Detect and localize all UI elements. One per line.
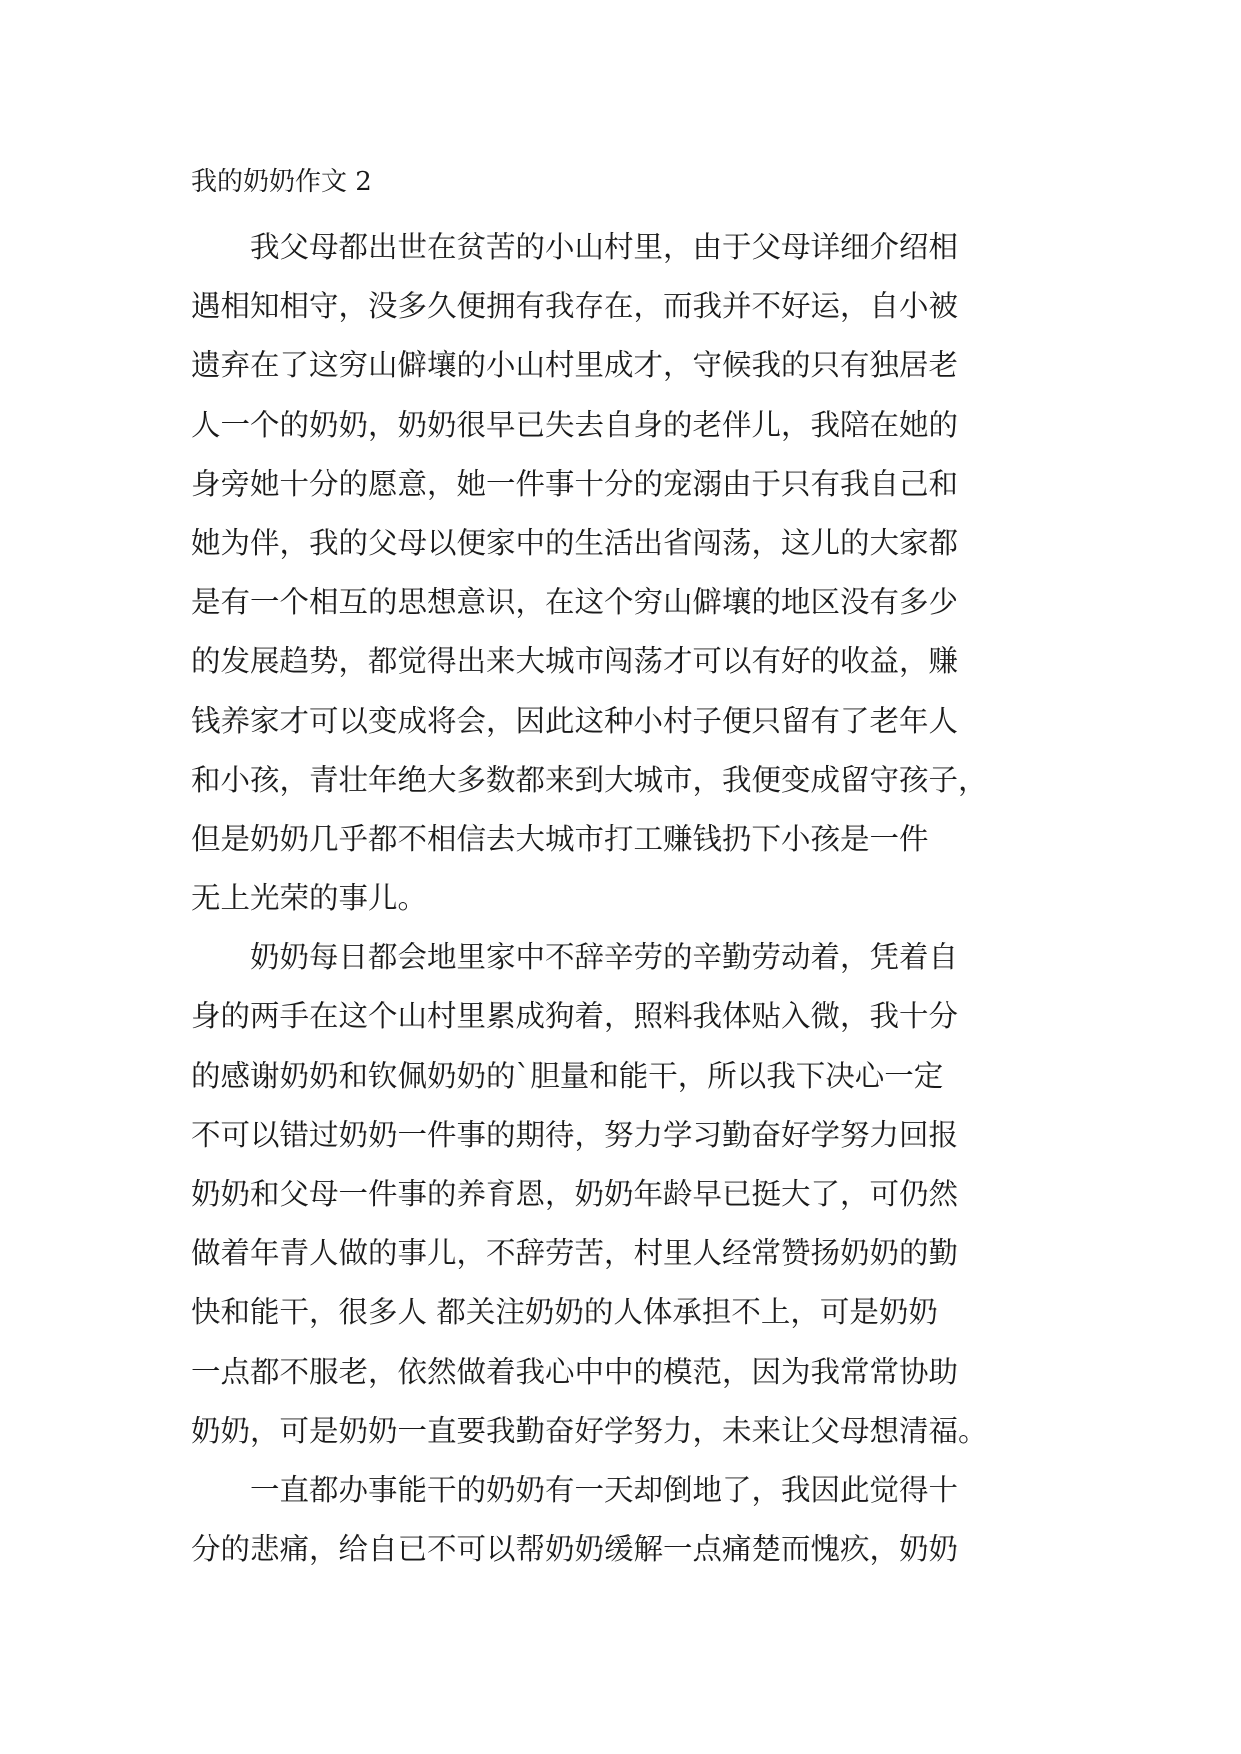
text-line: 是有一个相互的思想意识，在这个穷山僻壤的地区没有多少 [191,585,959,620]
paragraph-2 [191,928,1051,1461]
text-line: 做着年青人做的事儿，不辞劳苦，村里人经常赞扬奶奶的勤 [191,1236,959,1271]
text-line: 奶奶，可是奶奶一直要我勤奋好学努力，未来让父母想清福。 [191,1413,988,1448]
text-line: 奶奶和父母一件事的养育恩，奶奶年龄早已挺大了，可仍然 [191,1177,959,1211]
text-line: 身旁她十分的愿意，她一件事十分的宠溺由于只有我自己和 [191,466,959,501]
text-line: 人一个的奶奶，奶奶很早已失去自身的老伴儿，我陪在她的 [191,407,959,442]
text-line: 身的两手在这个山村里累成狗着，照料我体贴入微，我十分 [191,999,959,1034]
text-line: 遇相知相守，没多久便拥有我存在，而我并不好运，自小被 [191,289,959,324]
text-line: 但是奶奶几乎都不相信去大城市打工赚钱扔下小孩是一件 [191,821,929,856]
paragraph-1 [191,218,1051,928]
text-line: 的感谢奶奶和钦佩奶奶的`胆量和能干，所以我下决心一定 [191,1058,944,1093]
text-line: 我父母都出世在贫苦的小山村里，由于父母详细介绍相 [191,230,959,264]
text-line: 她为伴，我的父母以便家中的生活出省闯荡，这儿的大家都 [191,525,959,560]
text-line: 一点都不服老，依然做着我心中中的模范，因为我常常协助 [191,1354,959,1389]
text-line: 不可以错过奶奶一件事的期待，努力学习勤奋好学努力回报 [191,1117,959,1152]
text-line: 遗弃在了这穷山僻壤的小山村里成才，守候我的只有独居老 [191,348,959,383]
text-line: 分的悲痛，给自已不可以帮奶奶缓解一点痛楚而愧疚，奶奶 [191,1532,959,1567]
text-line: 一直都办事能干的奶奶有一天却倒地了，我因此觉得十 [191,1472,959,1507]
text-line: 和小孩，青壮年绝大多数都来到大城市，我便变成留守孩子， [191,762,988,797]
document-body [191,218,1051,1579]
text-line: 奶奶每日都会地里家中不辞辛劳的辛勤劳动着，凭着自 [191,940,959,975]
text-line: 快和能干，很多人 都关注奶奶的人体承担不上，可是奶奶 [191,1295,938,1330]
paragraph-3 [191,1461,1051,1579]
text-line: 的发展趋势，都觉得出来大城市闯荡才可以有好的收益，赚 [191,644,959,679]
document-title: 我的奶奶作文 2 [191,167,372,197]
text-line: 无上光荣的事儿。 [191,881,428,916]
text-line: 钱养家才可以变成将会，因此这种小村子便只留有了老年人 [191,703,959,738]
